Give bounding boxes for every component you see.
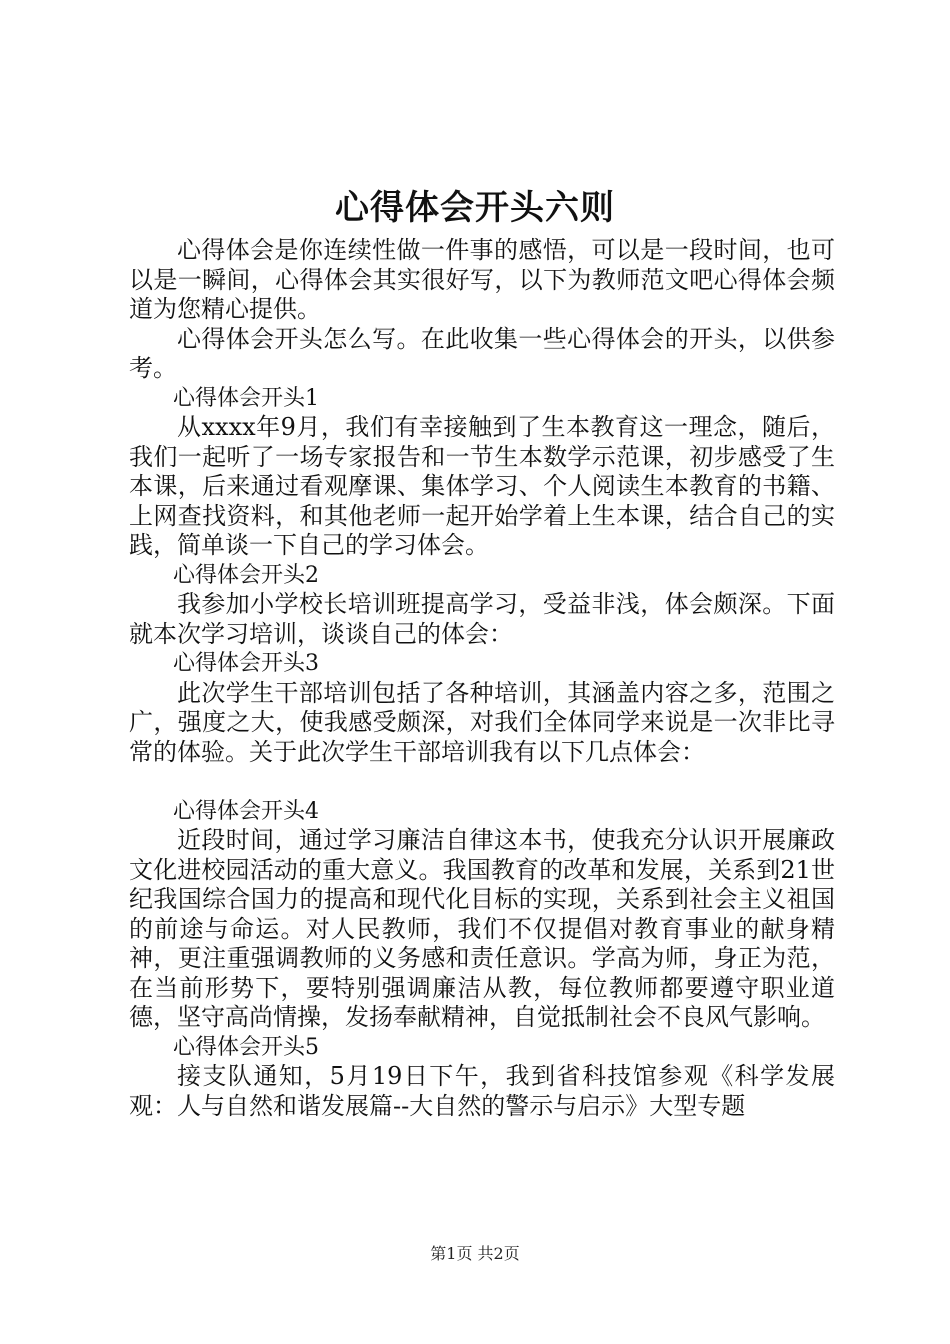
paragraph: 心得体会是你连续性做一件事的感悟，可以是一段时间，也可以是一瞬间，心得体会其实很好写，以下为教师范文吧心得体会频道为您精心提供。 — [129, 236, 835, 323]
page-footer: 第1页 共2页 — [430, 1244, 520, 1263]
section-heading: 心得体会开头3 — [173, 651, 319, 676]
section-heading: 心得体会开头1 — [173, 385, 319, 411]
blank-line — [129, 767, 835, 797]
section-heading: 心得体会开头4 — [173, 798, 319, 824]
paragraph: 从xxxx年9月，我们有幸接触到了生本教育这一理念，随后，我们一起听了一场专家报告和一节生本数学示范课，初步感受了生本课，后来通过看观摩课、集体学习、个人阅读生本教育的书籍、上网查找资料，和其他老师一起开始学着上生本课，结合自己的实践，简单谈一下自己的学习体会。 — [129, 413, 835, 559]
paragraph: 我参加小学校长培训班提高学习，受益非浅，体会颇深。下面就本次学习培训，谈谈自己的体会： — [129, 590, 835, 648]
document-title: 心得体会开头六则 — [335, 188, 615, 228]
paragraph: 心得体会开头怎么写。在此收集一些心得体会的开头，以供参考。 — [129, 324, 835, 382]
document-body — [129, 236, 835, 1121]
paragraph: 近段时间，通过学习廉洁自律这本书，使我充分认识开展廉政文化进校园活动的重大意义。我国教育的改革和发展，关系到21世纪我国综合国力的提高和现代化目标的实现，关系到社会主义祖国的前途与命运。对人民教师，我们不仅提倡对教育事业的献身精神，更注重强调教师的义务感和责任意识。学高为师，身正为范，在当前形势下，要特别强调廉洁从教，每位教师都要遵守职业道德，坚守高尚情操，发扬奉献精神，自觉抵制社会不良风气影响。 — [129, 826, 835, 1031]
paragraph: 接支队通知，5月19日下午，我到省科技馆参观《科学发展观：人与自然和谐发展篇--大自然的警示与启示》大型专题 — [129, 1062, 835, 1120]
section-heading: 心得体会开头5 — [173, 1034, 319, 1060]
section-heading: 心得体会开头2 — [173, 562, 319, 588]
paragraph: 此次学生干部培训包括了各种培训，其涵盖内容之多，范围之广，强度之大，使我感受颇深，对我们全体同学来说是一次非比寻常的体验。关于此次学生干部培训我有以下几点体会： — [129, 678, 835, 766]
